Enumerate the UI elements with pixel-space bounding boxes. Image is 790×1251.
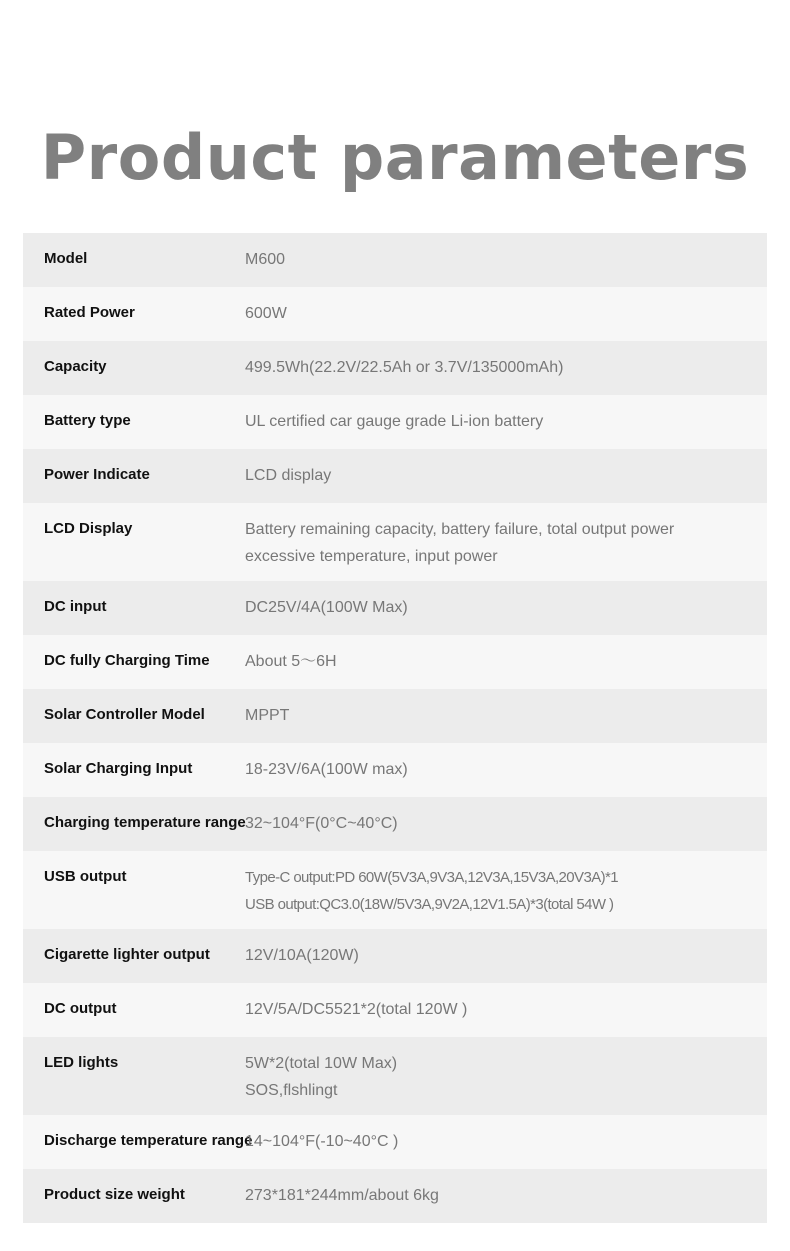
spec-value xyxy=(245,756,767,797)
spec-label: DC output xyxy=(44,1000,117,1017)
spec-row-dc-input xyxy=(23,581,767,635)
spec-row-discharge-temperature xyxy=(23,1115,767,1169)
spec-row-rated-power xyxy=(23,287,767,341)
spec-label: Product size weight xyxy=(44,1186,185,1203)
spec-value-line: excessive temperature, input power xyxy=(245,548,498,565)
spec-label: Power Indicate xyxy=(44,466,150,483)
spec-value xyxy=(245,354,767,395)
spec-value xyxy=(245,864,767,929)
spec-value xyxy=(245,246,767,287)
spec-value-line: 12V/5A/DC5521*2(total 120W ) xyxy=(245,1001,468,1018)
spec-value xyxy=(245,648,767,689)
spec-row-led-lights xyxy=(23,1037,767,1115)
spec-value-line: MPPT xyxy=(245,707,290,724)
spec-row-solar-controller xyxy=(23,689,767,743)
spec-row-cigarette-lighter xyxy=(23,929,767,983)
spec-label: Solar Controller Model xyxy=(44,706,205,723)
spec-label: Cigarette lighter output xyxy=(44,946,210,963)
spec-row-capacity xyxy=(23,341,767,395)
spec-value-line: SOS,flshlingt xyxy=(245,1082,338,1099)
spec-value-line: M600 xyxy=(245,251,286,268)
spec-value-line: 14~104°F(-10~40°C ) xyxy=(245,1133,399,1150)
spec-value-line: UL certified car gauge grade Li-ion battery xyxy=(245,413,544,430)
spec-value-line: 32~104°F(0°C~40°C) xyxy=(245,815,398,832)
spec-label: DC input xyxy=(44,598,107,615)
spec-label: LED lights xyxy=(44,1054,119,1071)
spec-row-battery-type xyxy=(23,395,767,449)
spec-label: Model xyxy=(44,250,88,267)
page-title: Product parameters xyxy=(40,121,750,194)
spec-value-line: 5W*2(total 10W Max) xyxy=(245,1055,398,1072)
spec-value xyxy=(245,408,767,449)
spec-label: Charging temperature range xyxy=(44,814,246,831)
spec-value-line: 18-23V/6A(100W max) xyxy=(245,761,408,778)
spec-label: Battery type xyxy=(44,412,131,429)
spec-value xyxy=(245,810,767,851)
spec-row-usb-output xyxy=(23,851,767,929)
spec-row-solar-input xyxy=(23,743,767,797)
spec-value-line: 600W xyxy=(245,305,287,322)
spec-label: Solar Charging Input xyxy=(44,760,193,777)
spec-row-model xyxy=(23,233,767,287)
spec-label: Capacity xyxy=(44,358,107,375)
spec-value-line: About 5～6H xyxy=(245,653,337,670)
spec-value xyxy=(245,300,767,341)
spec-label: LCD Display xyxy=(44,520,133,537)
spec-value xyxy=(245,942,767,983)
spec-value-line: USB output:QC3.0(18W/5V3A,9V2A,12V1.5A)*3(total 54W ) xyxy=(245,896,614,913)
spec-row-dc-output xyxy=(23,983,767,1037)
spec-value xyxy=(245,1182,767,1223)
spec-row-product-size-weight xyxy=(23,1169,767,1223)
spec-row-charging-temperature xyxy=(23,797,767,851)
spec-value-line: LCD display xyxy=(245,467,332,484)
spec-value xyxy=(245,702,767,743)
spec-row-power-indicate xyxy=(23,449,767,503)
spec-value-line: Type-C output:PD 60W(5V3A,9V3A,12V3A,15V3A,20V3A)*1 xyxy=(245,869,618,886)
spec-value xyxy=(245,996,767,1037)
spec-value-line: 499.5Wh(22.2V/22.5Ah or 3.7V/135000mAh) xyxy=(245,359,564,376)
spec-value xyxy=(245,1050,767,1115)
spec-label: USB output xyxy=(44,868,127,885)
spec-label: Rated Power xyxy=(44,304,135,321)
spec-value xyxy=(245,516,767,581)
spec-value-line: DC25V/4A(100W Max) xyxy=(245,599,408,616)
spec-label: DC fully Charging Time xyxy=(44,652,210,669)
spec-row-dc-charging-time xyxy=(23,635,767,689)
spec-row-lcd-display xyxy=(23,503,767,581)
spec-value-line: 273*181*244mm/about 6kg xyxy=(245,1187,439,1204)
spec-table xyxy=(23,233,767,1223)
spec-value xyxy=(245,462,767,503)
spec-value xyxy=(245,594,767,635)
spec-value-line: Battery remaining capacity, battery failure, total output power xyxy=(245,521,675,538)
spec-value xyxy=(245,1128,767,1169)
spec-value-line: 12V/10A(120W) xyxy=(245,947,359,964)
spec-label: Discharge temperature range xyxy=(44,1132,253,1149)
